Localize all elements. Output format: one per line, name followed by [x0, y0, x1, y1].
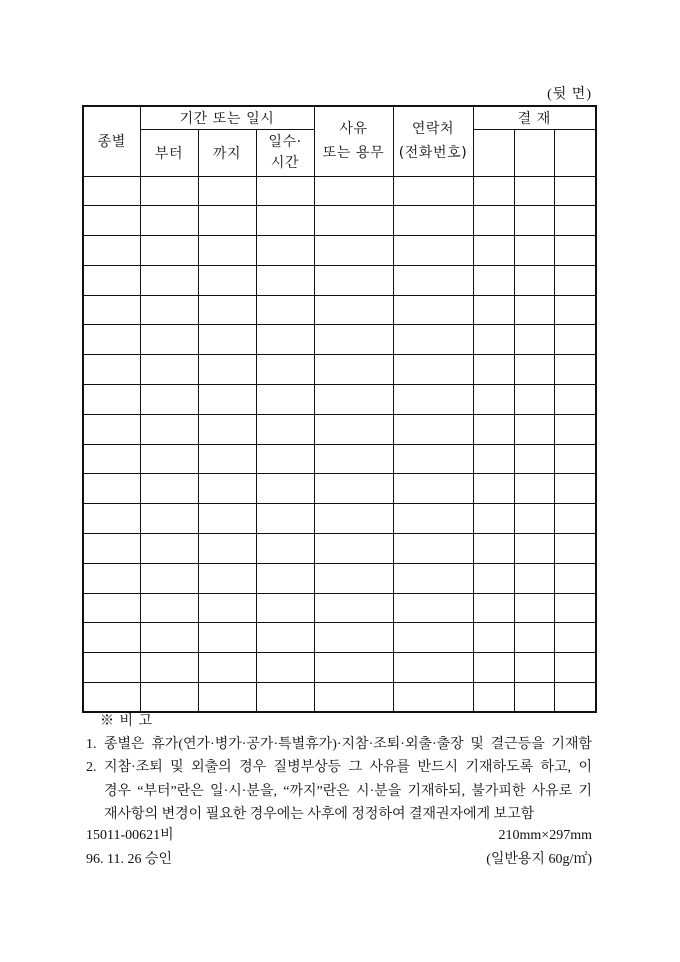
table-cell — [140, 295, 198, 325]
table-cell — [83, 563, 140, 593]
approval-slot — [514, 129, 554, 176]
page-side-label: (뒷 면) — [547, 87, 592, 102]
table-cell — [256, 265, 314, 295]
table-row — [83, 504, 596, 534]
note-number: 1. — [86, 737, 97, 752]
table-cell — [393, 623, 473, 653]
note-line: 경우 “부터”란은 일·시·분을, “까지”란은 시·분을 기재하되, 불가피한 사유로 기 — [104, 783, 592, 799]
leave-record-table — [82, 105, 597, 713]
table-row — [83, 355, 596, 385]
table-cell — [393, 325, 473, 355]
table-cell — [554, 593, 596, 623]
paper-size: 210mm×297mm — [498, 828, 592, 843]
table-cell — [140, 206, 198, 236]
header-days-time-line: 일수· — [268, 133, 302, 150]
table-cell — [473, 683, 514, 713]
table-cell — [393, 474, 473, 504]
table-cell — [393, 355, 473, 385]
table-cell — [256, 653, 314, 683]
table-cell — [514, 265, 554, 295]
table-cell — [256, 623, 314, 653]
table-cell — [514, 295, 554, 325]
table-cell — [140, 414, 198, 444]
table-cell — [198, 683, 256, 713]
table-cell — [554, 504, 596, 534]
table-cell — [198, 414, 256, 444]
table-cell — [256, 385, 314, 415]
table-row — [83, 563, 596, 593]
note-number: 2. — [86, 760, 97, 776]
table-cell — [473, 444, 514, 474]
paper-type: (일반용지 60g/㎡) — [486, 852, 592, 867]
table-body — [83, 176, 596, 712]
table-cell — [256, 325, 314, 355]
table-cell — [140, 534, 198, 564]
table-cell — [140, 265, 198, 295]
table-row — [83, 414, 596, 444]
table-cell — [256, 206, 314, 236]
table-cell — [393, 504, 473, 534]
table-cell — [473, 534, 514, 564]
table-cell — [554, 265, 596, 295]
table-cell — [473, 176, 514, 206]
table-row — [83, 206, 596, 236]
table-cell — [256, 355, 314, 385]
table-cell — [514, 683, 554, 713]
table-row — [83, 623, 596, 653]
table-cell — [198, 355, 256, 385]
table-cell — [514, 653, 554, 683]
table-row — [83, 534, 596, 564]
table-cell — [554, 534, 596, 564]
table-cell — [393, 653, 473, 683]
table-cell — [83, 325, 140, 355]
table-cell — [473, 265, 514, 295]
header-contact-line: 연락처 — [411, 121, 455, 138]
table-cell — [473, 295, 514, 325]
table-cell — [198, 623, 256, 653]
table-cell — [83, 206, 140, 236]
table-cell — [314, 414, 393, 444]
table-cell — [198, 325, 256, 355]
table-cell — [83, 653, 140, 683]
table-cell — [83, 593, 140, 623]
note-line: 재사항의 변경이 필요한 경우에는 사후에 정정하여 결재권자에게 보고함 — [104, 806, 535, 822]
table-cell — [514, 236, 554, 266]
table-cell — [473, 593, 514, 623]
table-cell — [83, 623, 140, 653]
table-cell — [554, 206, 596, 236]
table-cell — [198, 236, 256, 266]
table-cell — [256, 683, 314, 713]
approval-slot — [554, 129, 596, 176]
table-cell — [554, 325, 596, 355]
table-cell — [393, 414, 473, 444]
header-contact — [393, 106, 473, 176]
header-approval: 결 재 — [473, 106, 596, 129]
table-cell — [198, 563, 256, 593]
table-cell — [256, 444, 314, 474]
note-line: 종별은 휴가(연가·병가·공가·특별휴가)·지참·조퇴·외출·출장 및 결근등을 기재함 — [104, 737, 592, 752]
table-cell — [140, 385, 198, 415]
table-cell — [473, 474, 514, 504]
table-cell — [554, 414, 596, 444]
table-cell — [514, 593, 554, 623]
table-cell — [256, 295, 314, 325]
note-item — [86, 733, 592, 756]
header-days-time-line: 시간 — [270, 154, 300, 171]
header-days-time — [256, 129, 314, 176]
table-cell — [514, 563, 554, 593]
table-header — [83, 106, 596, 176]
table-cell — [514, 325, 554, 355]
header-contact-line: (전화번호) — [398, 145, 468, 162]
table-cell — [83, 295, 140, 325]
table-cell — [473, 206, 514, 236]
table-cell — [140, 683, 198, 713]
table-cell — [473, 325, 514, 355]
table-cell — [473, 563, 514, 593]
table-cell — [514, 444, 554, 474]
table-cell — [554, 683, 596, 713]
table-cell — [314, 385, 393, 415]
table-cell — [140, 325, 198, 355]
table-cell — [554, 236, 596, 266]
table-cell — [140, 593, 198, 623]
table-cell — [473, 414, 514, 444]
header-to: 까지 — [198, 129, 256, 176]
table-cell — [198, 385, 256, 415]
table-cell — [393, 385, 473, 415]
table-cell — [314, 653, 393, 683]
table-row — [83, 653, 596, 683]
table-cell — [393, 206, 473, 236]
table-cell — [314, 474, 393, 504]
table-cell — [140, 355, 198, 385]
table-cell — [83, 414, 140, 444]
table-cell — [140, 176, 198, 206]
table-cell — [514, 474, 554, 504]
table-cell — [473, 653, 514, 683]
header-category: 종별 — [83, 106, 140, 176]
table-cell — [514, 355, 554, 385]
table-cell — [314, 325, 393, 355]
approval-date: 96. 11. 26 승인 — [86, 852, 173, 867]
table-cell — [554, 444, 596, 474]
table-cell — [473, 355, 514, 385]
table-cell — [514, 206, 554, 236]
header-reason — [314, 106, 393, 176]
table-cell — [554, 295, 596, 325]
table-cell — [140, 236, 198, 266]
table-cell — [393, 176, 473, 206]
table-cell — [314, 176, 393, 206]
table-cell — [514, 414, 554, 444]
table-cell — [256, 176, 314, 206]
table-cell — [393, 563, 473, 593]
table-cell — [83, 504, 140, 534]
table-cell — [198, 593, 256, 623]
table-cell — [393, 534, 473, 564]
table-cell — [554, 563, 596, 593]
table-cell — [554, 176, 596, 206]
table-cell — [140, 653, 198, 683]
table-cell — [314, 504, 393, 534]
table-cell — [256, 474, 314, 504]
table-cell — [314, 206, 393, 236]
header-reason-line: 또는 용무 — [322, 145, 385, 162]
table-cell — [83, 534, 140, 564]
table-cell — [256, 593, 314, 623]
table-cell — [83, 236, 140, 266]
table-cell — [393, 295, 473, 325]
table-cell — [198, 176, 256, 206]
table-cell — [554, 653, 596, 683]
table-cell — [83, 176, 140, 206]
table-cell — [554, 385, 596, 415]
table-cell — [140, 444, 198, 474]
table-cell — [198, 295, 256, 325]
table-cell — [554, 474, 596, 504]
table-cell — [473, 504, 514, 534]
note-item — [86, 756, 592, 826]
table-cell — [198, 653, 256, 683]
table-cell — [198, 206, 256, 236]
table-row — [83, 444, 596, 474]
header-reason-line: 사유 — [339, 121, 368, 138]
table-cell — [140, 474, 198, 504]
table-cell — [314, 683, 393, 713]
table-row — [83, 295, 596, 325]
table-cell — [314, 236, 393, 266]
header-from: 부터 — [140, 129, 198, 176]
table-cell — [198, 265, 256, 295]
note-line: 지참·조퇴 및 외출의 경우 질병부상등 그 사유를 반드시 기재하도록 하고, 이 — [104, 760, 592, 776]
table-cell — [473, 236, 514, 266]
table-cell — [140, 563, 198, 593]
table-cell — [83, 355, 140, 385]
table-row — [83, 683, 596, 713]
table-cell — [256, 534, 314, 564]
table-cell — [314, 563, 393, 593]
table-cell — [473, 385, 514, 415]
table-cell — [198, 534, 256, 564]
table-row — [83, 474, 596, 504]
table-cell — [393, 444, 473, 474]
form-number: 15011-00621비 — [86, 828, 174, 843]
table-cell — [198, 444, 256, 474]
table-cell — [393, 683, 473, 713]
note-text — [104, 756, 592, 826]
table-cell — [514, 504, 554, 534]
table-cell — [393, 236, 473, 266]
table-row — [83, 593, 596, 623]
table-cell — [554, 623, 596, 653]
table-cell — [314, 623, 393, 653]
table-cell — [314, 444, 393, 474]
table-cell — [83, 265, 140, 295]
table-cell — [314, 295, 393, 325]
table-row — [83, 325, 596, 355]
table-cell — [314, 265, 393, 295]
table-cell — [514, 176, 554, 206]
table-cell — [198, 504, 256, 534]
table-cell — [256, 414, 314, 444]
table-cell — [393, 593, 473, 623]
table-row — [83, 385, 596, 415]
table-row — [83, 236, 596, 266]
approval-slot — [473, 129, 514, 176]
table-cell — [83, 683, 140, 713]
table-cell — [256, 504, 314, 534]
table-cell — [514, 623, 554, 653]
table-cell — [140, 504, 198, 534]
note-text — [104, 733, 592, 756]
header-row — [83, 106, 596, 129]
table-cell — [83, 444, 140, 474]
table-cell — [514, 385, 554, 415]
table-cell — [256, 563, 314, 593]
notes-heading: ※ 비 고 — [100, 714, 154, 729]
table-cell — [473, 623, 514, 653]
table-cell — [554, 355, 596, 385]
table-cell — [314, 534, 393, 564]
table-cell — [393, 265, 473, 295]
table-row — [83, 176, 596, 206]
header-period: 기간 또는 일시 — [140, 106, 314, 129]
table-cell — [83, 474, 140, 504]
table-cell — [314, 593, 393, 623]
table-row — [83, 265, 596, 295]
table-cell — [198, 474, 256, 504]
table-cell — [256, 236, 314, 266]
table-cell — [83, 385, 140, 415]
table-cell — [514, 534, 554, 564]
table-cell — [140, 623, 198, 653]
notes-section — [86, 733, 592, 826]
table-cell — [314, 355, 393, 385]
